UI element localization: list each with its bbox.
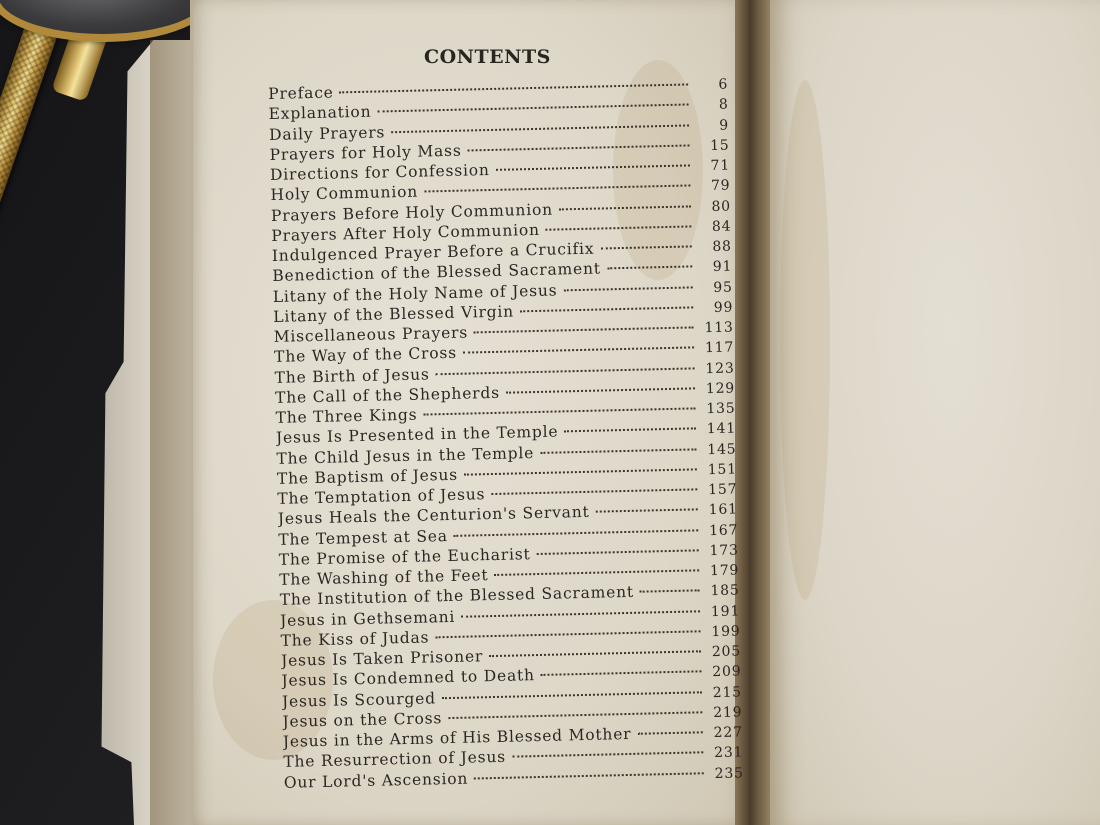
toc-entry-title: The Temptation of Jesus — [277, 485, 486, 508]
toc-entry-title: Prayers for Holy Mass — [269, 141, 462, 164]
toc-entry-page-number: 205 — [711, 643, 742, 661]
toc-entry-page-number: 219 — [713, 704, 743, 721]
toc-entry-page-number: 15 — [709, 137, 730, 154]
toc-entry-page-number: 141 — [706, 420, 737, 438]
toc-entry-title: The Promise of the Eucharist — [278, 544, 531, 569]
dot-leader — [640, 590, 700, 593]
toc-entry-title: The Baptism of Jesus — [276, 465, 459, 488]
dot-leader — [596, 509, 698, 513]
toc-entry-title: Indulgenced Prayer Before a Crucifix — [271, 239, 595, 265]
dot-leader — [494, 569, 699, 576]
toc-entry-page-number: 129 — [705, 380, 736, 397]
toc-entry-title: Benediction of the Blessed Sacrament — [272, 259, 602, 286]
toc-entry-title: Prayers Before Holy Communion — [270, 200, 554, 225]
toc-entry-title: Prayers After Holy Communion — [271, 220, 540, 245]
dot-leader — [559, 205, 691, 210]
dot-leader — [536, 549, 698, 555]
toc-entry-page-number: 235 — [714, 764, 744, 782]
dot-leader — [496, 164, 690, 170]
toc-entry-page-number: 227 — [713, 724, 744, 742]
toc-entry-page-number: 9 — [719, 117, 730, 134]
toc-entry-title: Miscellaneous Prayers — [273, 323, 469, 346]
toc-entry-title: Jesus Is Condemned to Death — [281, 666, 536, 691]
toc-entry-title: Preface — [268, 83, 334, 103]
table-of-contents — [268, 74, 744, 793]
dot-leader — [461, 610, 700, 617]
dot-leader — [541, 671, 702, 677]
toc-entry-page-number: 99 — [713, 299, 734, 316]
toc-entry-page-number: 231 — [713, 744, 744, 762]
toc-entry-title: Jesus Is Presented in the Temple — [275, 422, 559, 448]
dot-leader — [506, 387, 695, 393]
toc-entry-page-number: 88 — [712, 238, 732, 255]
dot-leader — [607, 266, 692, 270]
dot-leader — [442, 691, 702, 699]
toc-entry-title: The Tempest at Sea — [278, 526, 448, 549]
toc-entry-page-number: 191 — [710, 602, 741, 620]
toc-entry-title: The Washing of the Feet — [279, 566, 489, 589]
dot-leader — [468, 144, 690, 151]
toc-entry-page-number: 179 — [709, 562, 740, 580]
toc-entry-title: Jesus Is Scourged — [281, 688, 437, 711]
toc-entry-page-number: 80 — [711, 198, 732, 215]
toc-entry-page-number: 113 — [704, 319, 734, 337]
page-stain — [780, 80, 830, 600]
dot-leader — [489, 650, 701, 657]
toc-entry-page-number: 161 — [708, 501, 738, 519]
dot-leader — [436, 367, 695, 375]
toc-entry-title: The Child Jesus in the Temple — [276, 443, 535, 468]
blank-page — [770, 0, 1100, 825]
dot-leader — [512, 752, 703, 758]
dot-leader — [435, 630, 700, 638]
dot-leader — [448, 711, 702, 719]
dot-leader — [464, 468, 697, 475]
toc-entry-page-number: 6 — [718, 76, 729, 93]
dot-leader — [474, 772, 704, 779]
toc-entry-page-number: 167 — [708, 521, 739, 539]
magnifier-handle — [0, 14, 61, 441]
dot-leader — [520, 306, 693, 312]
toc-entry-title: Jesus in the Arms of His Blessed Mother — [282, 724, 632, 751]
toc-entry-page-number: 95 — [713, 279, 733, 296]
toc-entry-page-number: 71 — [710, 157, 731, 174]
toc-entry-page-number: 151 — [707, 461, 738, 478]
toc-entry-title: The Resurrection of Jesus — [283, 748, 507, 772]
toc-entry-page-number: 117 — [704, 339, 735, 357]
dot-leader — [546, 225, 692, 230]
dot-leader — [377, 104, 688, 113]
toc-entry-title: The Institution of the Blessed Sacrament — [279, 583, 635, 610]
dot-leader — [600, 245, 691, 249]
toc-entry-page-number: 135 — [706, 400, 736, 418]
toc-entry-title: Daily Prayers — [268, 122, 386, 144]
toc-entry-page-number: 123 — [705, 359, 735, 377]
dot-leader — [474, 326, 694, 333]
toc-entry-page-number: 199 — [711, 623, 741, 640]
dot-leader — [563, 286, 692, 291]
toc-entry-title: Holy Communion — [270, 182, 419, 205]
toc-entry-title: Jesus Heals the Centurion's Servant — [277, 503, 590, 529]
toc-entry-title: The Call of the Shepherds — [274, 383, 501, 407]
dot-leader — [463, 347, 694, 354]
toc-entry-page-number: 145 — [707, 440, 737, 458]
toc-entry-title: The Three Kings — [275, 405, 418, 427]
toc-entry-page-number: 91 — [712, 258, 733, 276]
contents-heading: CONTENTS — [424, 46, 551, 68]
toc-entry-title: The Way of the Cross — [273, 344, 458, 367]
toc-entry-title: The Birth of Jesus — [274, 364, 430, 387]
dot-leader — [424, 185, 690, 193]
toc-entry-page-number: 209 — [712, 663, 742, 681]
toc-entry-page-number: 173 — [709, 542, 739, 559]
toc-entry-page-number: 185 — [710, 582, 740, 600]
toc-entry-page-number: 157 — [708, 481, 738, 499]
toc-entry-title: Litany of the Blessed Virgin — [273, 302, 515, 326]
toc-entry-title: Jesus on the Cross — [282, 708, 443, 731]
toc-entry-title: The Kiss of Judas — [280, 628, 430, 650]
toc-entry-page-number: 215 — [712, 683, 743, 701]
toc-entry-title: Jesus Is Taken Prisoner — [280, 647, 484, 670]
dot-leader — [564, 428, 696, 433]
toc-entry-page-number: 8 — [718, 96, 729, 114]
dot-leader — [391, 124, 689, 133]
toc-entry-title: Litany of the Holy Name of Jesus — [272, 280, 558, 306]
dot-leader — [637, 731, 702, 734]
dot-leader — [454, 529, 699, 537]
dot-leader — [340, 83, 689, 93]
dot-leader — [540, 448, 696, 454]
toc-entry-title: Explanation — [268, 102, 372, 124]
toc-entry-title: Jesus in Gethsemani — [279, 607, 456, 630]
toc-entry-title: Directions for Confession — [269, 160, 490, 184]
toc-entry-title: Our Lord's Ascension — [283, 769, 469, 792]
toc-entry-page-number: 79 — [710, 177, 731, 195]
dot-leader — [423, 407, 695, 415]
toc-entry-page-number: 84 — [711, 218, 732, 235]
dot-leader — [491, 488, 697, 495]
